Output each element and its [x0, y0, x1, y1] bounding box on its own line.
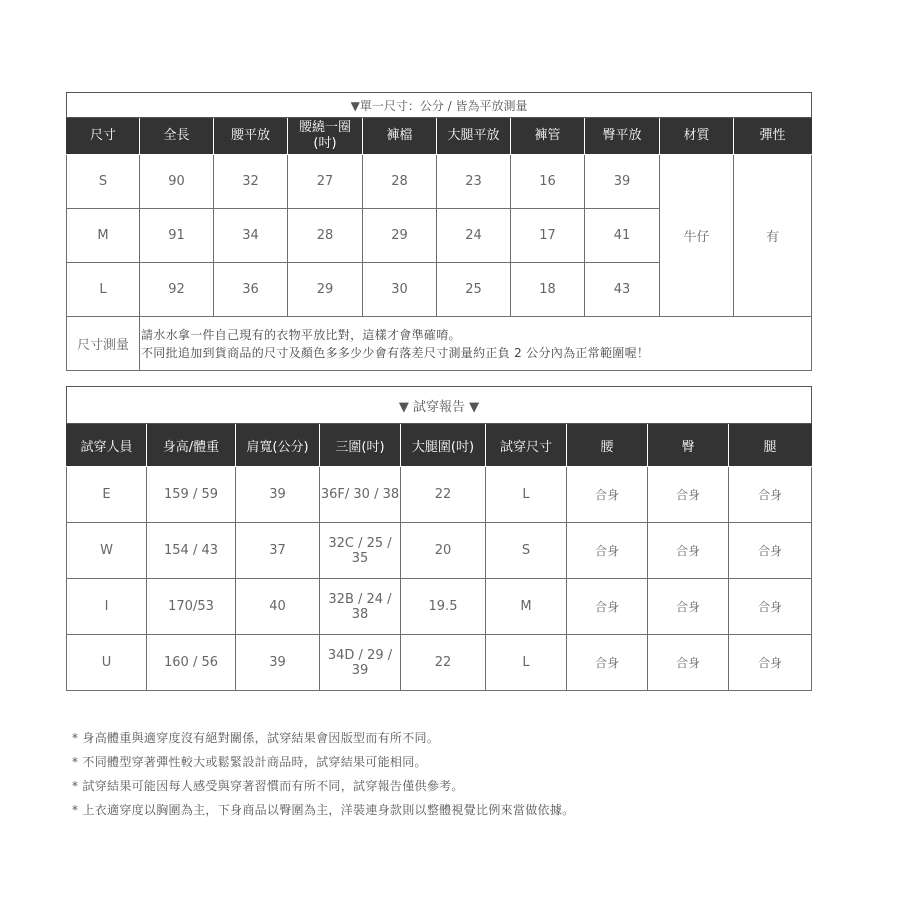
- report-cell: 合身: [648, 467, 729, 523]
- elasticity-cell: 有: [734, 155, 812, 317]
- size-cell: 28: [363, 155, 437, 209]
- measurement-note-line: 請水水拿一件自己現有的衣物平放比對，這樣才會準確唷。: [141, 327, 461, 342]
- measurement-note-line: 不同批追加到貨商品的尺寸及顏色多多少少會有落差尺寸測量約正負 2 公分內為正常範圍喔！: [141, 345, 650, 360]
- size-header-waist-around: 腰繞一圈 (吋): [288, 118, 363, 155]
- size-cell: 32: [214, 155, 288, 209]
- report-header-waist: 腰: [567, 424, 648, 467]
- report-cell: 159 / 59: [147, 467, 236, 523]
- report-header-tried-size: 試穿尺寸: [486, 424, 567, 467]
- size-cell: S: [67, 155, 140, 209]
- report-cell: 39: [236, 635, 320, 691]
- size-chart-table: [66, 92, 812, 371]
- report-cell: 合身: [648, 579, 729, 635]
- size-cell: 27: [288, 155, 363, 209]
- size-header-material: 材質: [660, 118, 734, 155]
- report-cell: 合身: [648, 635, 729, 691]
- footnote-list: [72, 728, 832, 824]
- size-cell: 30: [363, 263, 437, 317]
- report-cell: 合身: [729, 523, 812, 579]
- report-cell: 39: [236, 467, 320, 523]
- size-cell: 36: [214, 263, 288, 317]
- report-cell: E: [67, 467, 147, 523]
- fit-report-table: [66, 386, 812, 691]
- measurement-note-text: [140, 317, 812, 371]
- report-header-thigh: 大腿圍(吋): [401, 424, 486, 467]
- size-cell: 90: [140, 155, 214, 209]
- report-header-shoulder: 肩寬(公分): [236, 424, 320, 467]
- report-cell: S: [486, 523, 567, 579]
- report-cell: 合身: [567, 579, 648, 635]
- report-cell: 19.5: [401, 579, 486, 635]
- report-cell: 37: [236, 523, 320, 579]
- size-cell: 29: [288, 263, 363, 317]
- size-cell: 24: [437, 209, 511, 263]
- size-header-elasticity: 彈性: [734, 118, 812, 155]
- report-row: [67, 467, 812, 523]
- report-header-height-weight: 身高/體重: [147, 424, 236, 467]
- report-cell: I: [67, 579, 147, 635]
- report-cell: L: [486, 467, 567, 523]
- size-chart-header-row: [67, 118, 812, 155]
- report-cell: 160 / 56: [147, 635, 236, 691]
- report-header-hip: 臀: [648, 424, 729, 467]
- size-cell: L: [67, 263, 140, 317]
- report-cell: 32C / 25 / 35: [320, 523, 401, 579]
- report-cell: 170/53: [147, 579, 236, 635]
- size-header-rise: 褲檔: [363, 118, 437, 155]
- report-cell: M: [486, 579, 567, 635]
- report-cell: 合身: [648, 523, 729, 579]
- size-chart-caption: ▼單一尺寸：公分 / 皆為平放測量: [67, 93, 812, 118]
- size-header-leg-opening: 褲管: [511, 118, 585, 155]
- report-row: [67, 523, 812, 579]
- size-cell: 23: [437, 155, 511, 209]
- report-cell: 合身: [567, 467, 648, 523]
- size-cell: 92: [140, 263, 214, 317]
- report-cell: 36F/ 30 / 38: [320, 467, 401, 523]
- size-cell: 16: [511, 155, 585, 209]
- report-cell: 34D / 29 / 39: [320, 635, 401, 691]
- report-cell: 合身: [729, 579, 812, 635]
- size-row: [67, 155, 812, 209]
- size-header-size: 尺寸: [67, 118, 140, 155]
- report-header-measurements: 三圍(吋): [320, 424, 401, 467]
- size-cell: 34: [214, 209, 288, 263]
- report-cell: 合身: [729, 635, 812, 691]
- footnote: * 身高體重與適穿度沒有絕對關係，試穿結果會因版型而有所不同。: [72, 731, 440, 745]
- size-cell: 91: [140, 209, 214, 263]
- report-row: [67, 579, 812, 635]
- size-cell: 39: [585, 155, 660, 209]
- report-header-model: 試穿人員: [67, 424, 147, 467]
- size-header-hip-flat: 臀平放: [585, 118, 660, 155]
- fit-report-caption: ▼ 試穿報告 ▼: [67, 387, 812, 424]
- report-cell: 合身: [729, 467, 812, 523]
- footnote: * 試穿結果可能因每人感受與穿著習慣而有所不同，試穿報告僅供參考。: [72, 779, 464, 793]
- size-cell: 17: [511, 209, 585, 263]
- size-header-length: 全長: [140, 118, 214, 155]
- report-cell: 合身: [567, 635, 648, 691]
- report-cell: 22: [401, 467, 486, 523]
- size-cell: 25: [437, 263, 511, 317]
- report-cell: 32B / 24 / 38: [320, 579, 401, 635]
- size-cell: 41: [585, 209, 660, 263]
- report-header-leg: 腿: [729, 424, 812, 467]
- report-cell: 40: [236, 579, 320, 635]
- report-cell: 合身: [567, 523, 648, 579]
- report-cell: 22: [401, 635, 486, 691]
- material-cell: 牛仔: [660, 155, 734, 317]
- size-cell: 43: [585, 263, 660, 317]
- size-cell: 29: [363, 209, 437, 263]
- report-cell: U: [67, 635, 147, 691]
- size-cell: M: [67, 209, 140, 263]
- footnote: * 不同體型穿著彈性較大或鬆緊設計商品時，試穿結果可能相同。: [72, 755, 427, 769]
- report-cell: 20: [401, 523, 486, 579]
- measurement-note-row: [67, 317, 812, 371]
- size-cell: 28: [288, 209, 363, 263]
- report-cell: L: [486, 635, 567, 691]
- footnote: * 上衣適穿度以胸圍為主，下身商品以臀圍為主，洋裝連身款則以整體視覺比例來當做依據。: [72, 803, 575, 817]
- size-header-thigh-flat: 大腿平放: [437, 118, 511, 155]
- size-header-waist-flat: 腰平放: [214, 118, 288, 155]
- report-cell: 154 / 43: [147, 523, 236, 579]
- report-row: [67, 635, 812, 691]
- fit-report-header-row: [67, 424, 812, 467]
- measurement-note-label: 尺寸測量: [67, 317, 140, 371]
- report-cell: W: [67, 523, 147, 579]
- size-cell: 18: [511, 263, 585, 317]
